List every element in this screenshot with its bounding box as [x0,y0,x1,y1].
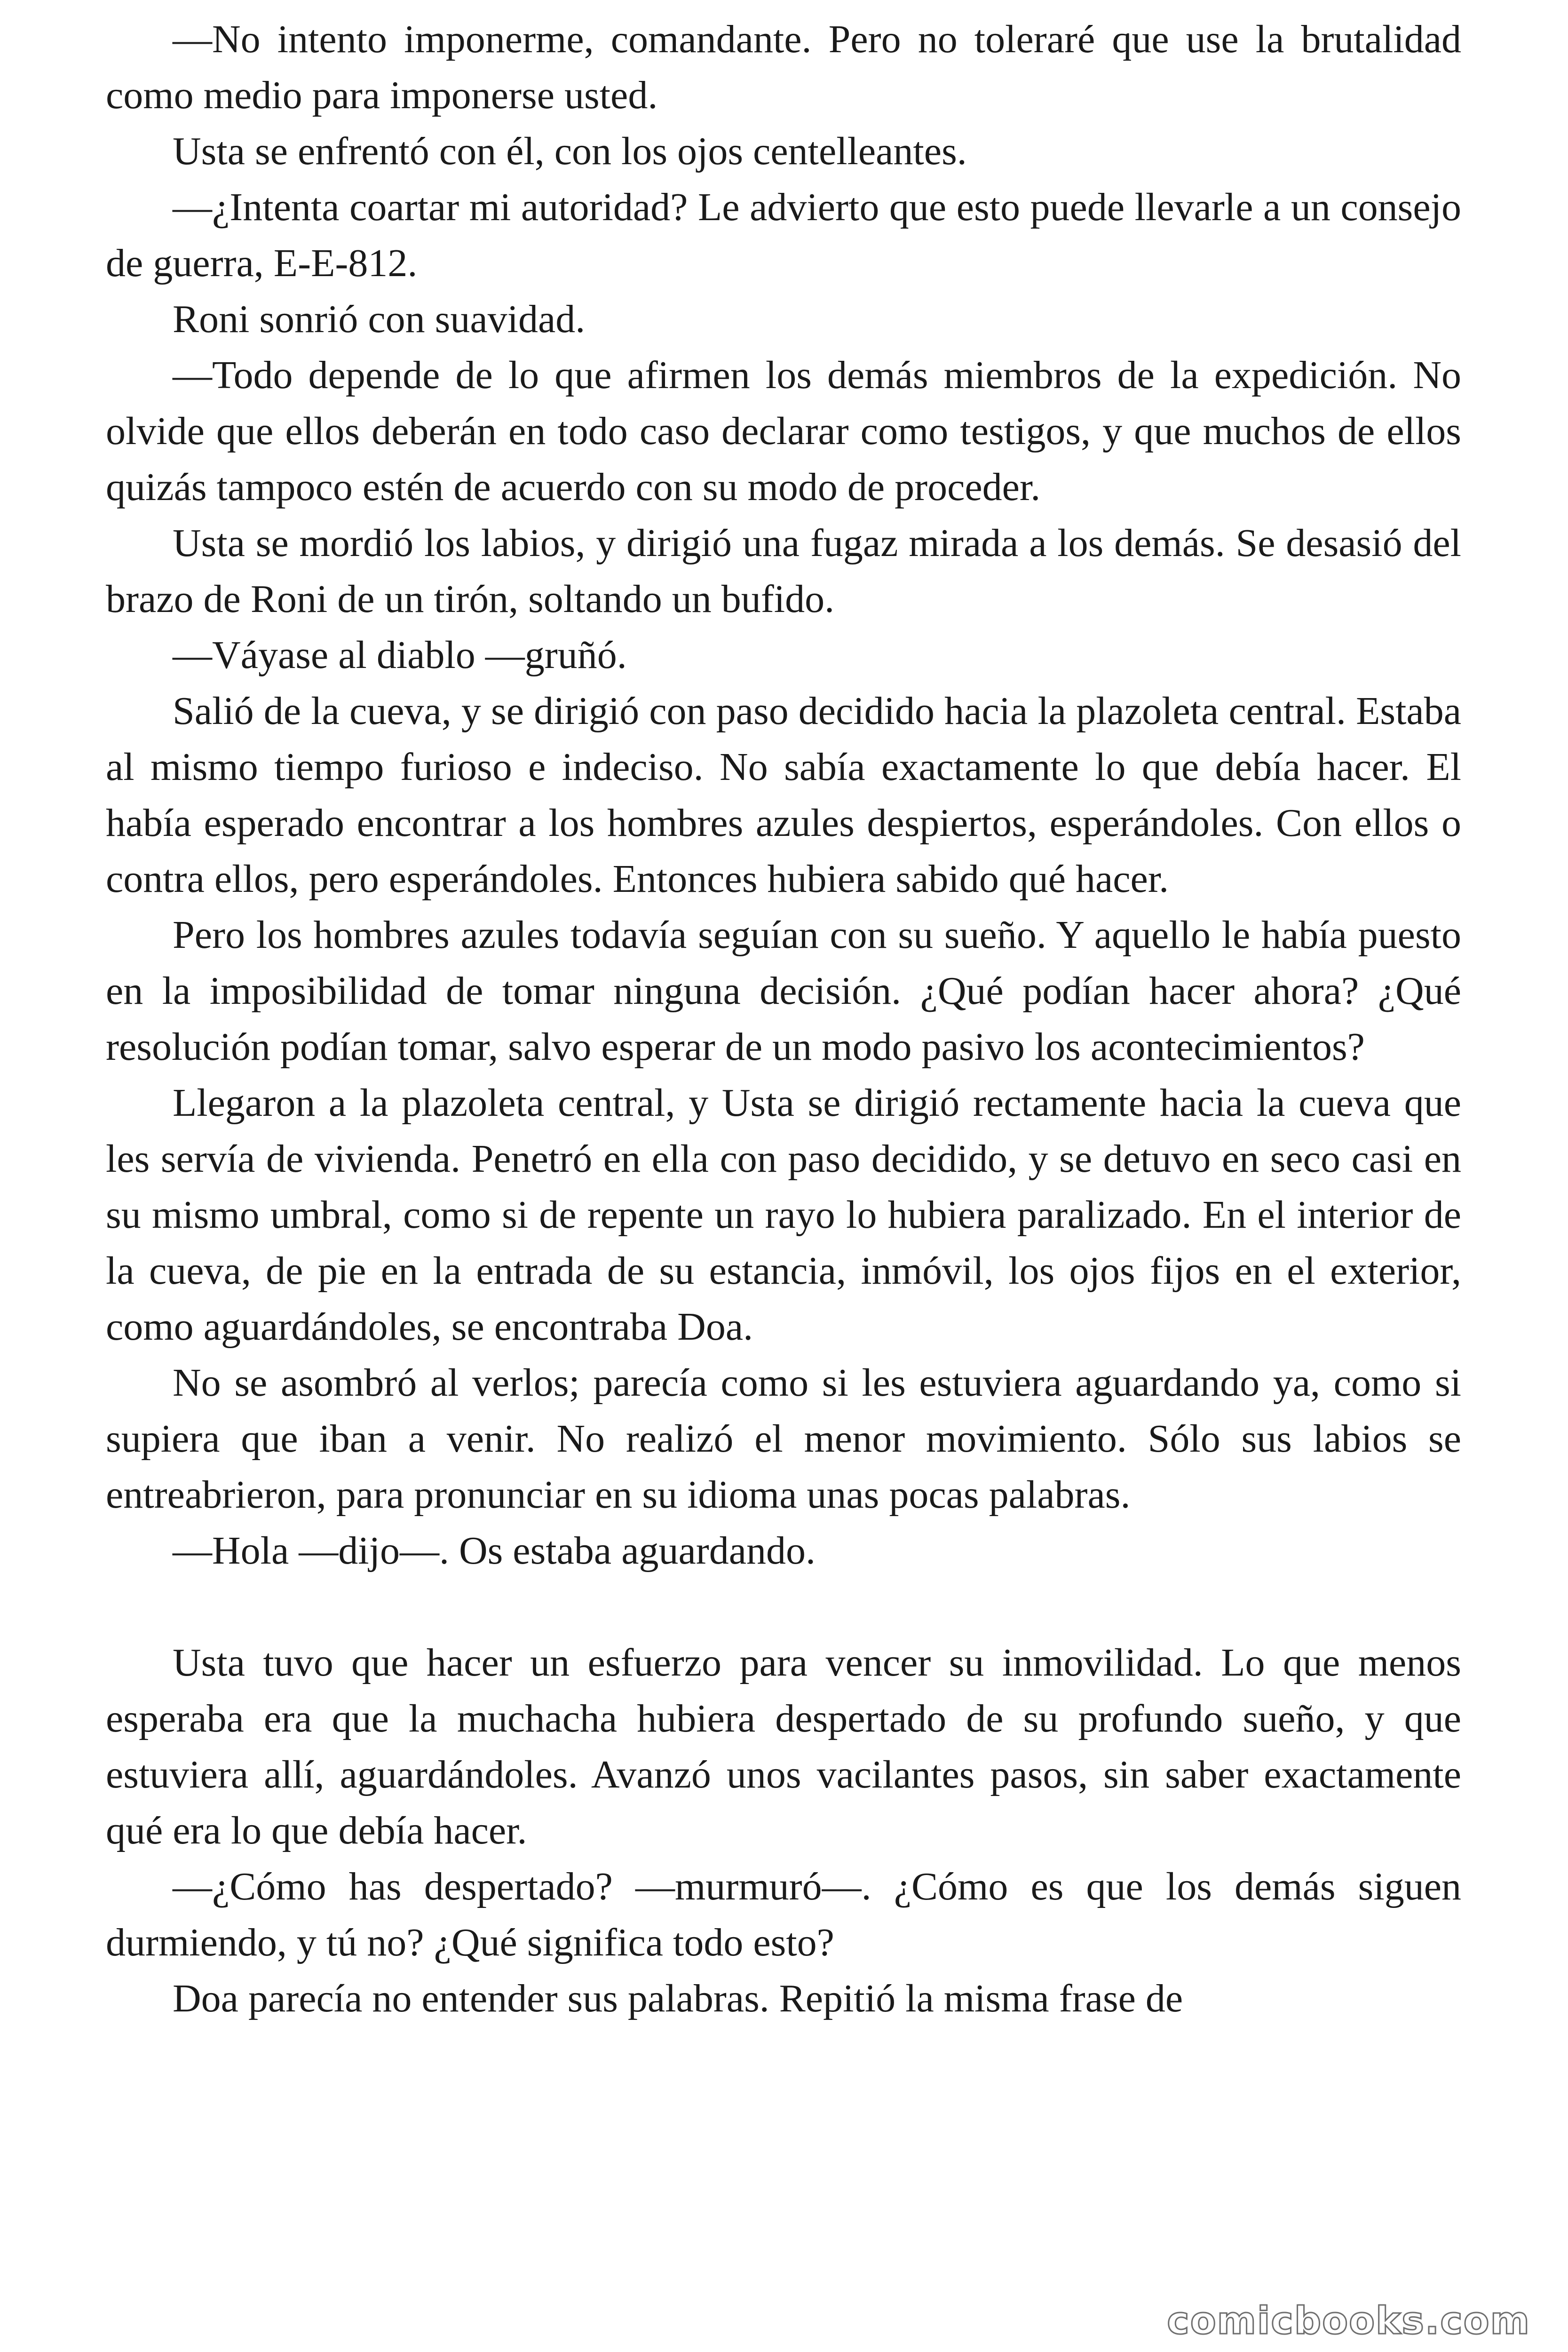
scene-break [106,1579,1461,1635]
paragraph: Usta se mordió los labios, y dirigió una fugaz mirada a los demás. Se desasió del brazo de Roni de un tirón, soltando un bufido. [106,521,1461,621]
paragraph: Usta se enfrentó con él, con los ojos centelleantes. [173,129,967,173]
paragraph: —¿Intenta coartar mi autoridad? Le advierto que esto puede llevarle a un consejo de guerra, E-E-812. [106,185,1461,285]
paragraph: —No intento imponerme, comandante. Pero no toleraré que use la brutalidad como medio para imponerse usted. [106,17,1461,117]
paragraph: —¿Cómo has despertado? —murmuró—. ¿Cómo es que los demás siguen durmiendo, y tú no? ¿Qué significa todo esto? [106,1865,1461,1964]
paragraph: Doa parecía no entender sus palabras. Repitió la misma frase de [173,1977,1183,2020]
watermark-logo: comicbooks.com [1167,2299,1530,2343]
paragraph: Usta tuvo que hacer un esfuerzo para vencer su inmovilidad. Lo que menos esperaba era que la muchacha hubiera despertado de su profundo sueño, y que estuviera allí, aguardándoles. Avanzó unos vacilantes pasos, sin saber exactamente qué era lo que debía hacer. [106,1641,1461,1852]
paragraph: Roni sonrió con suavidad. [173,297,586,341]
paragraph: —Todo depende de lo que afirmen los demás miembros de la expedición. No olvide que ellos deberán en todo caso declarar como testigos, y que muchos de ellos quizás tampoco estén de acuerdo con su modo de proceder. [106,353,1461,509]
page-text [106,11,1461,2026]
paragraph: Salió de la cueva, y se dirigió con paso decidido hacia la plazoleta central. Estaba al mismo tiempo furioso e indeciso. No sabía exactamente lo que debía hacer. El había esperado encontrar a los hombres azules despiertos, esperándoles. Con ellos o contra ellos, pero esperándoles. Entonces hubiera sabido qué hacer. [106,689,1461,901]
paragraph: Pero los hombres azules todavía seguían con su sueño. Y aquello le había puesto en la imposibilidad de tomar ninguna decisión. ¿Qué podían hacer ahora? ¿Qué resolución podían tomar, salvo esperar de un modo pasivo los acontecimientos? [106,913,1461,1069]
paragraph: —Váyase al diablo —gruñó. [173,633,627,677]
paragraph: —Hola —dijo—. Os estaba aguardando. [173,1529,816,1573]
paragraph: Llegaron a la plazoleta central, y Usta se dirigió rectamente hacia la cueva que les servía de vivienda. Penetró en ella con paso decidido, y se detuvo en seco casi en su mismo umbral, como si de repente un rayo lo hubiera paralizado. En el interior de la cueva, de pie en la entrada de su estancia, inmóvil, los ojos fijos en el exterior, como aguardándoles, se encontraba Doa. [106,1081,1461,1349]
paragraph: No se asombró al verlos; parecía como si les estuviera aguardando ya, como si supiera que iban a venir. No realizó el menor movimiento. Sólo sus labios se entreabrieron, para pronunciar en su idioma unas pocas palabras. [106,1361,1461,1517]
